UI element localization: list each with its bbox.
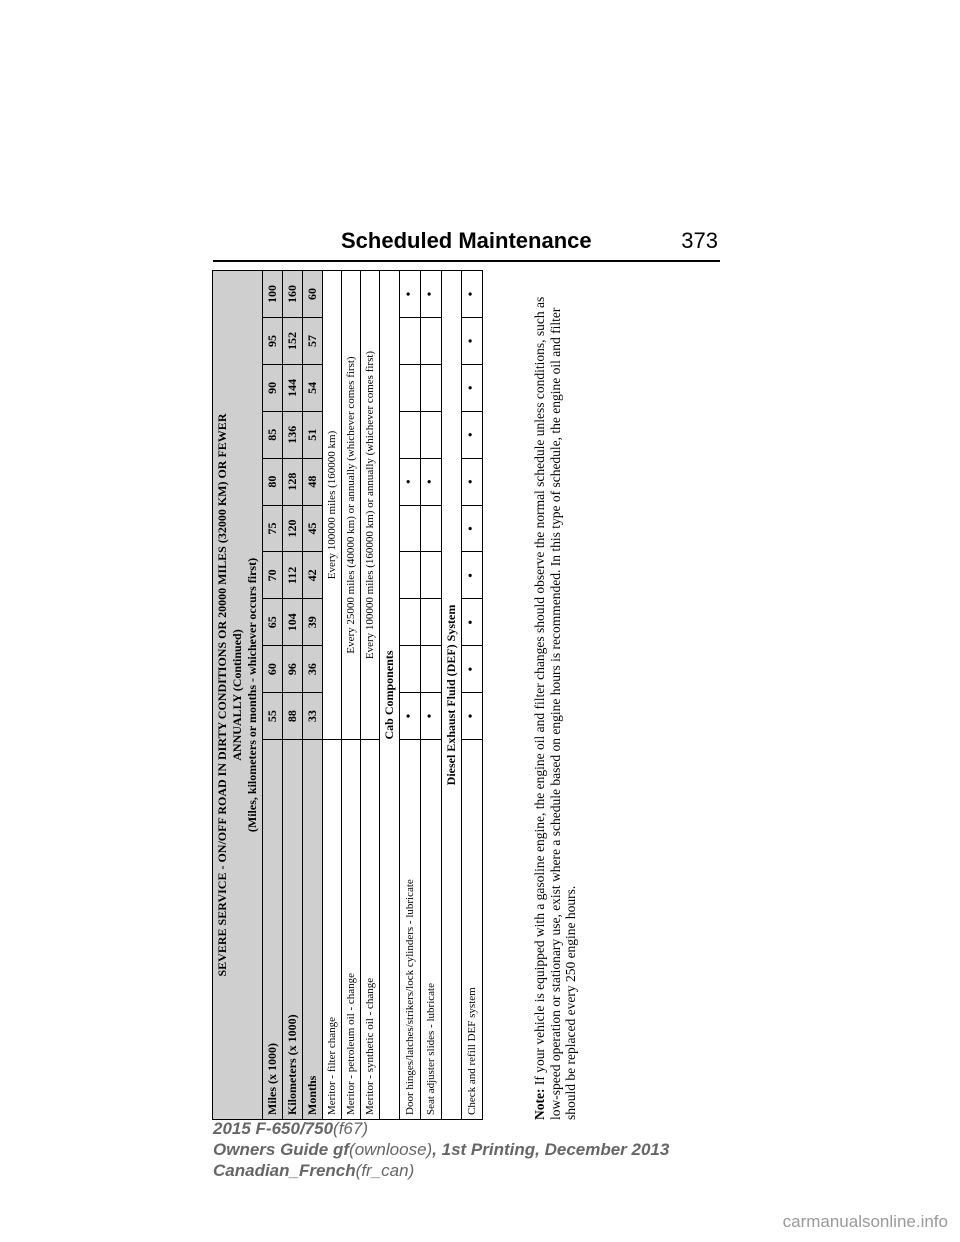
months-cell: 54 (303, 364, 323, 411)
empty-cell (421, 552, 442, 599)
meritor-petroleum-label: Meritor - petroleum oil - change (342, 740, 361, 1120)
def-check-label: Check and refill DEF system (462, 740, 483, 1120)
table-title-line2: ANNUALLY (Continued) (230, 629, 244, 761)
def-check-row (462, 271, 483, 1120)
miles-cell: 75 (263, 505, 283, 552)
miles-label: Miles (x 1000) (263, 740, 283, 1120)
empty-cell (421, 364, 442, 411)
miles-cell: 80 (263, 458, 283, 505)
table-title-line3: (Miles, kilometers or months - whichever occurs first) (245, 557, 259, 833)
empty-cell (421, 505, 442, 552)
miles-cell: 60 (263, 646, 283, 693)
section-title: Scheduled Maintenance (341, 228, 592, 253)
dot-cell: • (400, 693, 421, 740)
miles-cell: 55 (263, 693, 283, 740)
footer-guide: Owners Guide gf (213, 1140, 350, 1159)
km-cell: 120 (283, 505, 303, 552)
seat-adjuster-label: Seat adjuster slides - lubricate (421, 740, 442, 1120)
dot-cell: • (462, 317, 483, 364)
months-cell: 51 (303, 411, 323, 458)
months-row (303, 271, 323, 1120)
footer-language: Canadian_French (213, 1161, 356, 1180)
months-cell: 36 (303, 646, 323, 693)
dot-cell: • (462, 646, 483, 693)
km-cell: 144 (283, 364, 303, 411)
page-number: 373 (681, 228, 718, 253)
meritor-filter-row (323, 271, 342, 1120)
header-rule (213, 260, 720, 262)
km-cell: 160 (283, 271, 303, 318)
empty-cell (400, 364, 421, 411)
footer-model: 2015 F-650/750 (213, 1119, 334, 1138)
months-cell: 60 (303, 271, 323, 318)
km-cell: 128 (283, 458, 303, 505)
months-cell: 45 (303, 505, 323, 552)
footer-line1 (213, 1118, 669, 1139)
dot-cell: • (462, 458, 483, 505)
empty-cell (400, 646, 421, 693)
cab-section-heading: Cab Components (380, 271, 400, 1120)
months-cell: 33 (303, 693, 323, 740)
meritor-synthetic-row (361, 271, 380, 1120)
watermark: carmanualsonline.info (782, 1212, 948, 1231)
km-cell: 96 (283, 646, 303, 693)
empty-cell (421, 411, 442, 458)
door-hinges-label: Door hinges/latches/strikers/lock cylinders - lubricate (400, 740, 421, 1120)
months-label: Months (303, 740, 323, 1120)
months-cell: 57 (303, 317, 323, 364)
empty-cell (421, 646, 442, 693)
meritor-synthetic-interval: Every 100000 miles (160000 km) or annually (whichever comes first) (361, 271, 380, 740)
footer-language-code: (fr_can) (355, 1161, 415, 1180)
dot-cell: • (421, 271, 442, 318)
def-section-row (442, 271, 462, 1120)
empty-cell (400, 505, 421, 552)
dot-cell: • (462, 411, 483, 458)
km-cell: 112 (283, 552, 303, 599)
note-label: Note: (532, 1088, 547, 1120)
dot-cell: • (462, 505, 483, 552)
miles-cell: 70 (263, 552, 283, 599)
meritor-petroleum-interval: Every 25000 miles (40000 km) or annually (whichever comes first) (342, 271, 361, 740)
page-header (213, 228, 720, 262)
km-row (283, 271, 303, 1120)
table-title-line1: SEVERE SERVICE - ON/OFF ROAD IN DIRTY CONDITIONS OR 20000 MILES (32000 KM) OR FEWER (215, 413, 229, 977)
dot-cell: • (421, 693, 442, 740)
months-cell: 42 (303, 552, 323, 599)
km-label: Kilometers (x 1000) (283, 740, 303, 1120)
months-cell: 48 (303, 458, 323, 505)
def-section-heading: Diesel Exhaust Fluid (DEF) System (442, 271, 462, 1120)
empty-cell (421, 599, 442, 646)
miles-cell: 100 (263, 271, 283, 318)
footer-model-code: (f67) (333, 1119, 369, 1138)
note-text: If your vehicle is equipped with a gasoline engine, the engine oil and filter changes should observe the normal schedule unless conditions, such as low-speed operation or stationary use, exist where a schedule based on engine hours is recommended. In this type of schedule, the engine oil and filter should be replaced every 250 engine hours. (532, 296, 578, 1120)
km-cell: 136 (283, 411, 303, 458)
seat-adjuster-row (421, 271, 442, 1120)
miles-row (263, 271, 283, 1120)
table-title (213, 271, 263, 1120)
empty-cell (421, 317, 442, 364)
footer-guide-code: (ownloose) (349, 1140, 433, 1159)
empty-cell (400, 411, 421, 458)
dot-cell: • (400, 458, 421, 505)
dot-cell: • (462, 364, 483, 411)
empty-cell (400, 599, 421, 646)
dot-cell: • (462, 552, 483, 599)
miles-cell: 85 (263, 411, 283, 458)
maintenance-table (212, 270, 483, 1120)
dot-cell: • (462, 271, 483, 318)
door-hinges-row (400, 271, 421, 1120)
footer-line3 (213, 1160, 669, 1181)
dot-cell: • (400, 271, 421, 318)
empty-cell (400, 552, 421, 599)
meritor-filter-interval: Every 100000 miles (160000 km) (323, 271, 342, 740)
note-paragraph (532, 270, 579, 1120)
miles-cell: 65 (263, 599, 283, 646)
meritor-synthetic-label: Meritor - synthetic oil - change (361, 740, 380, 1120)
miles-cell: 90 (263, 364, 283, 411)
miles-cell: 95 (263, 317, 283, 364)
km-cell: 88 (283, 693, 303, 740)
months-cell: 39 (303, 599, 323, 646)
page-footer (213, 1118, 669, 1181)
dot-cell: • (421, 458, 442, 505)
dot-cell: • (462, 693, 483, 740)
meritor-filter-label: Meritor - filter change (323, 740, 342, 1120)
km-cell: 152 (283, 317, 303, 364)
km-cell: 104 (283, 599, 303, 646)
meritor-petroleum-row (342, 271, 361, 1120)
empty-cell (400, 317, 421, 364)
dot-cell: • (462, 599, 483, 646)
footer-printing: , 1st Printing, December 2013 (432, 1140, 670, 1159)
footer-line2 (213, 1139, 669, 1160)
rotated-content (212, 270, 612, 1120)
cab-section-row (380, 271, 400, 1120)
